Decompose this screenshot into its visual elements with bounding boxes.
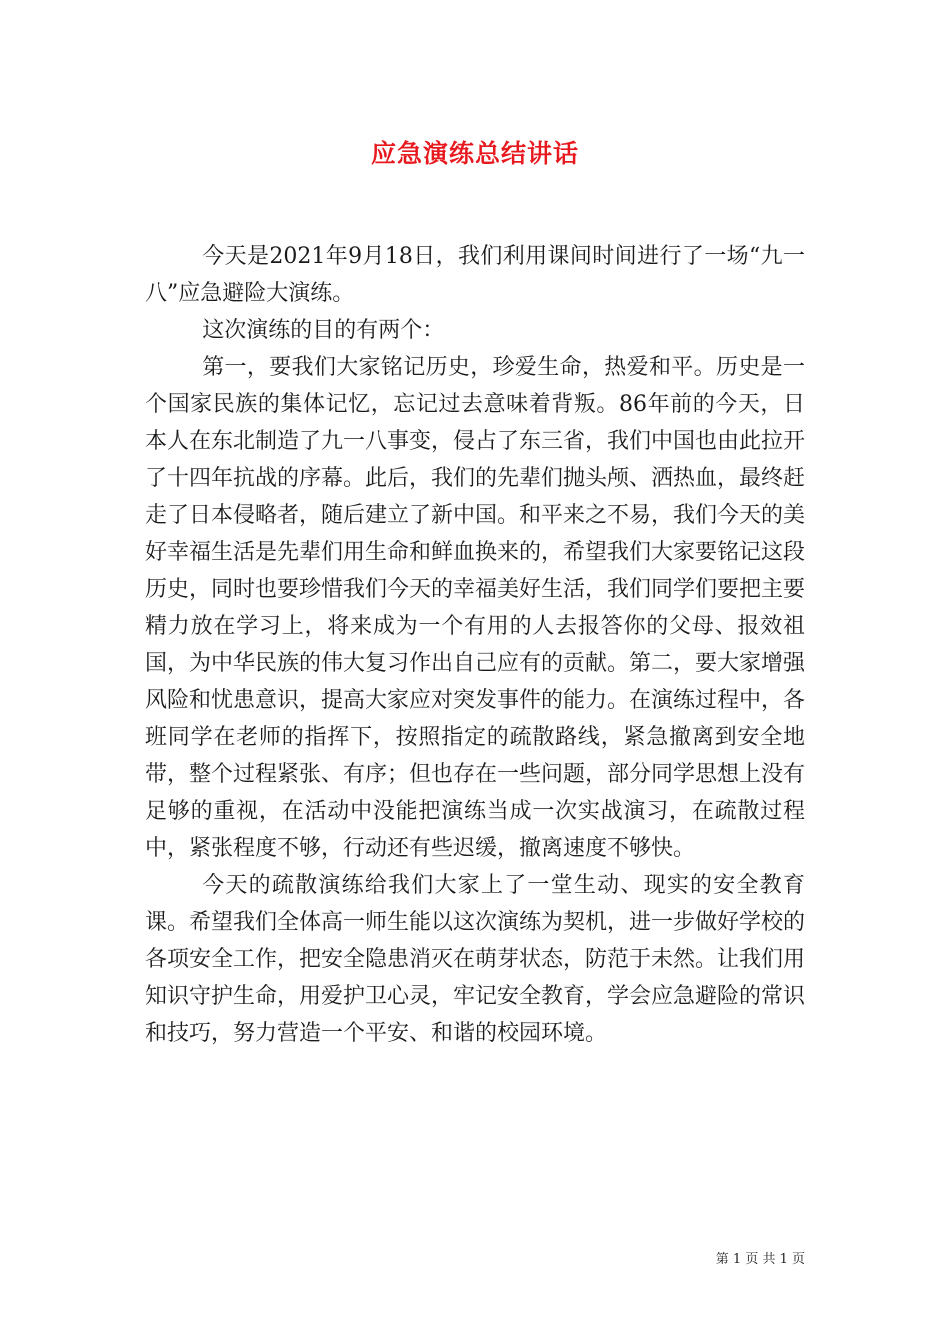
document-title: 应急演练总结讲话: [370, 139, 579, 168]
page-number-footer: 第 1 页 共 1 页: [715, 1252, 805, 1267]
paragraph-purpose: 这次演练的目的有两个：: [202, 318, 445, 343]
paragraph-intro: 今天是2021年9月18日，我们利用课间时间进行了一场“九一八”应急避险大演练。: [145, 244, 805, 306]
paragraph-points: 第一，要我们大家铭记历史，珍爱生命，热爱和平。历史是一个国家民族的集体记忆，忘记过去意味着背叛。86年前的今天，日本人在东北制造了九一八事变，侵占了东三省，我们中国也由此拉开了十四年抗战的序幕。此后，我们的先辈们抛头颅、洒热血，最终赶走了日本侵略者，随后建立了新中国。和平来之不易，我们今天的美好幸福生活是先辈们用生命和鲜血换来的，希望我们大家要铭记这段历史，同时也要珍惜我们今天的幸福美好生活，我们同学们要把主要精力放在学习上，将来成为一个有用的人去报答你的父母、报效祖国，为中华民族的伟大复习作出自己应有的贡献。第二，要大家增强风险和忧患意识，提高大家应对突发事件的能力。在演练过程中，各班同学在老师的指挥下，按照指定的疏散路线，紧急撤离到安全地带，整个过程紧张、有序；但也存在一些问题，部分同学思想上没有足够的重视，在活动中没能把演练当成一次实战演习，在疏散过程中，紧张程度不够，行动还有些迟缓，撤离速度不够快。: [145, 355, 806, 861]
paragraph-conclusion: 今天的疏散演练给我们大家上了一堂生动、现实的安全教育课。希望我们全体高一师生能以这次演练为契机，进一步做好学校的各项安全工作，把安全隐患消灭在萌芽状态，防范于未然。让我们用知识守护生命，用爱护卫心灵，牢记安全教育，学会应急避险的常识和技巧，努力营造一个平安、和谐的校园环境。: [145, 873, 806, 1046]
document-body: [145, 238, 805, 1052]
